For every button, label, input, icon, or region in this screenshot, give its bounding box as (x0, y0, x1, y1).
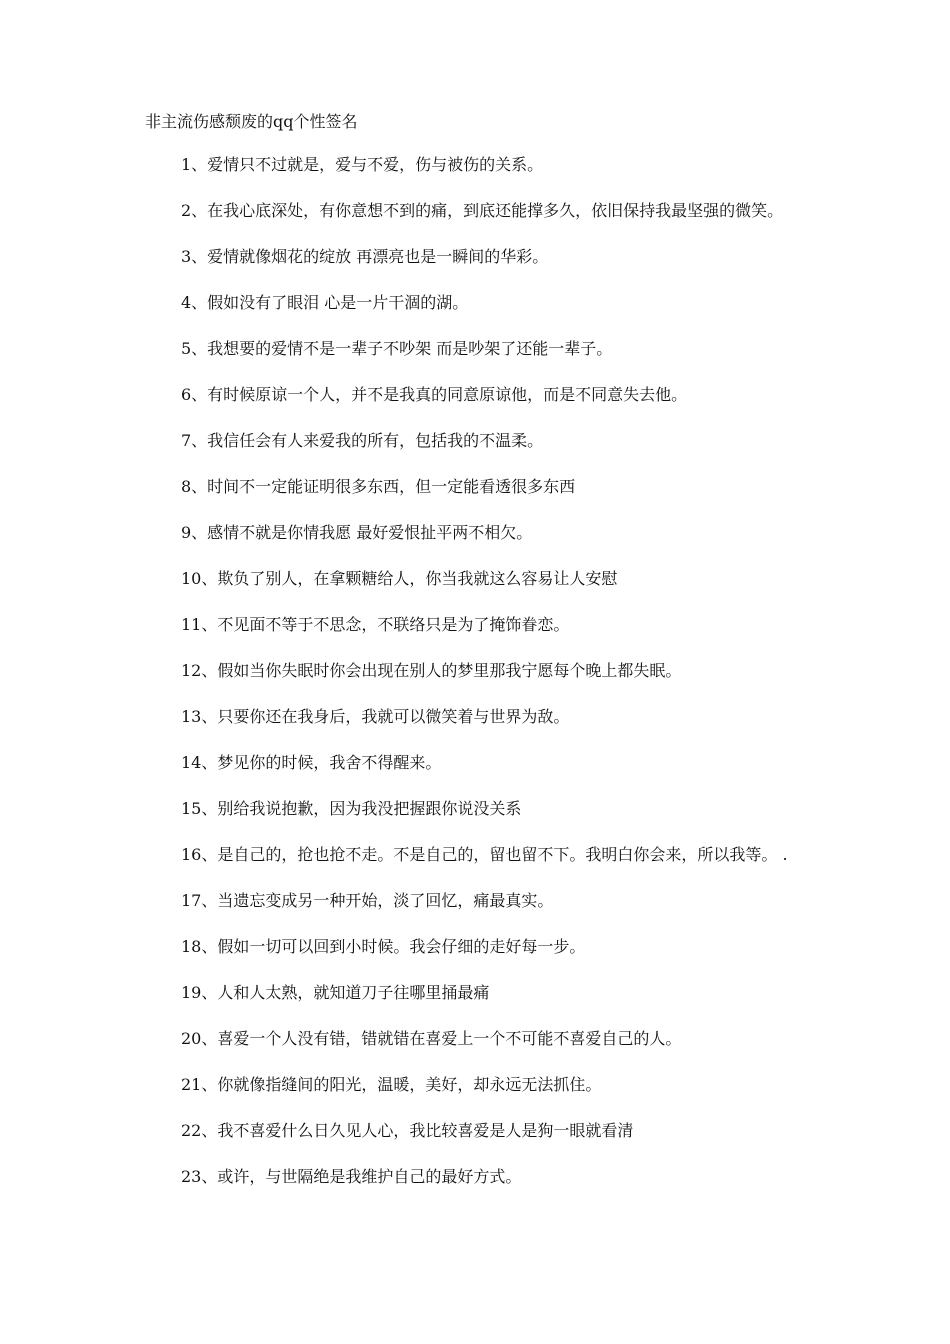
list-item: 14、梦见你的时候，我舍不得醒来。 (181, 753, 442, 772)
list-item: 19、人和人太熟，就知道刀子往哪里捅最痛 (181, 983, 490, 1002)
list-item: 18、假如一切可以回到小时候。我会仔细的走好每一步。 (181, 937, 586, 956)
list-item: 23、或许，与世隔绝是我维护自己的最好方式。 (181, 1167, 522, 1186)
list-item: 6、有时候原谅一个人，并不是我真的同意原谅他，而是不同意失去他。 (181, 385, 688, 404)
list-item: 8、时间不一定能证明很多东西，但一定能看透很多东西 (181, 477, 576, 496)
list-item: 21、你就像指缝间的阳光，温暖，美好，却永远无法抓住。 (181, 1075, 602, 1094)
list-item: 9、感情不就是你情我愿 最好爱恨扯平两不相欠。 (181, 523, 533, 542)
list-item: 10、欺负了别人，在拿颗糖给人，你当我就这么容易让人安慰 (181, 569, 618, 588)
list-item: 15、别给我说抱歉，因为我没把握跟你说没关系 (181, 799, 522, 818)
list-item: 20、喜爱一个人没有错，错就错在喜爱上一个不可能不喜爱自己的人。 (181, 1029, 682, 1048)
document-page (145, 110, 810, 1212)
list-item: 4、假如没有了眼泪 心是一片干涸的湖。 (181, 293, 469, 312)
list-item: 16、是自己的，抢也抢不走。不是自己的，留也留不下。我明白你会来，所以我等。 . (181, 845, 788, 864)
list-item: 17、当遗忘变成另一种开始，淡了回忆，痛最真实。 (181, 891, 554, 910)
list-item: 2、在我心底深处，有你意想不到的痛，到底还能撑多久，依旧保持我最坚强的微笑。 (181, 201, 784, 220)
list-item: 13、只要你还在我身后，我就可以微笑着与世界为敌。 (181, 707, 570, 726)
list-item: 5、我想要的爱情不是一辈子不吵架 而是吵架了还能一辈子。 (181, 339, 613, 358)
signature-list (145, 154, 810, 1188)
document-title: 非主流伤感颓废的qq个性签名 (145, 112, 358, 131)
list-item: 11、不见面不等于不思念，不联络只是为了掩饰眷恋。 (181, 615, 570, 634)
list-item: 7、我信任会有人来爱我的所有，包括我的不温柔。 (181, 431, 544, 450)
list-item: 12、假如当你失眠时你会出现在别人的梦里那我宁愿每个晚上都失眠。 (181, 661, 682, 680)
list-item: 3、爱情就像烟花的绽放 再漂亮也是一瞬间的华彩。 (181, 247, 549, 266)
list-item: 1、爱情只不过就是，爱与不爱，伤与被伤的关系。 (181, 155, 544, 174)
list-item: 22、我不喜爱什么日久见人心，我比较喜爱是人是狗一眼就看清 (181, 1121, 634, 1140)
